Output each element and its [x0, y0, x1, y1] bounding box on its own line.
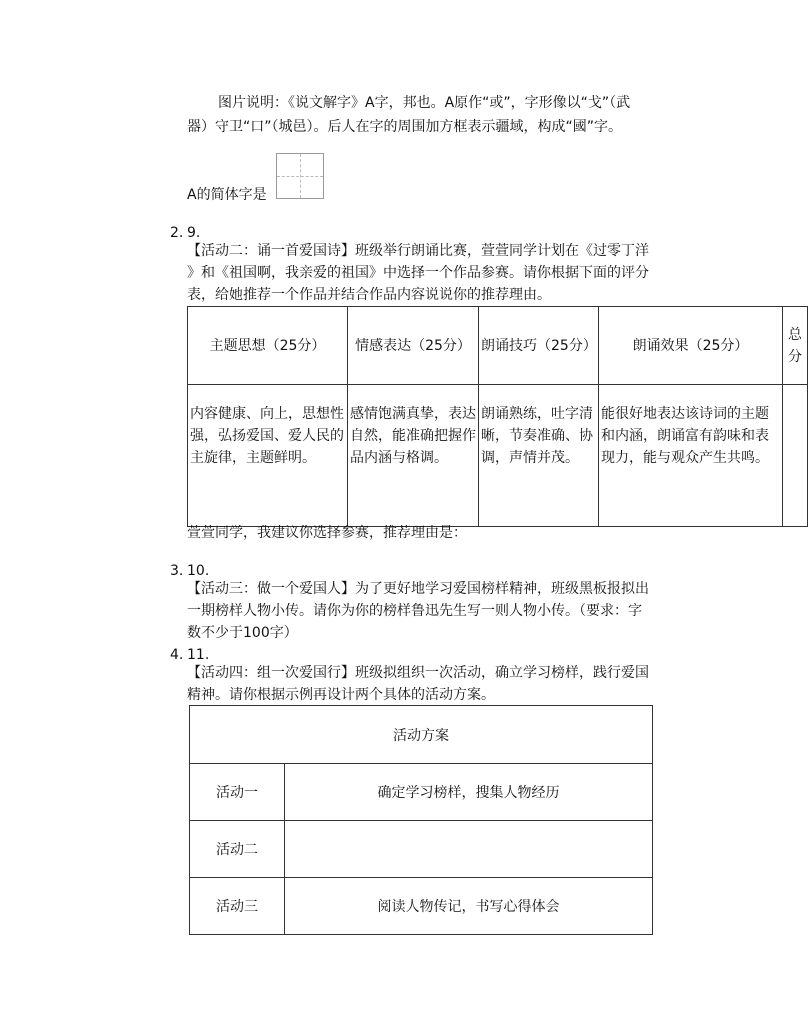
q2-line-3: 表，给她推荐一个作品并结合作品内容说说你的推荐理由。	[187, 287, 551, 303]
scoring-table	[187, 306, 808, 527]
criteria-technique: 朗诵熟练，吐字清晰，节奏准确、协调，声情并茂。	[479, 385, 599, 527]
header-effect: 朗诵效果（25分）	[599, 307, 783, 385]
q2-line-2: 》和《祖国啊，我亲爱的祖国》中选择一个作品参赛。请你根据下面的评分	[187, 265, 649, 281]
activity-label-1: 活动一	[190, 764, 285, 821]
criteria-total[interactable]	[783, 385, 808, 527]
q3-line-1: 【活动三：做一个爱国人】为了更好地学习爱国榜样精神，班级黑板报拟出	[187, 581, 649, 597]
criteria-effect: 能很好地表达该诗词的主题和内涵，朗诵富有韵味和表现力，能与观众产生共鸣。	[599, 385, 783, 527]
intro-line-1: 图片说明：《说文解字》A字，邦也。A原作“或”，字形像以“戈”（武	[218, 95, 631, 111]
intro-line-2: 器）守卫“口”（城邑）。后人在字的周围加方框表示疆域，构成“國”字。	[187, 119, 623, 135]
q2-sub-number: 9.	[187, 225, 201, 241]
q3-line-2: 一期榜样人物小传。请你为你的榜样鲁迅先生写一则人物小传。（要求：字	[187, 603, 642, 619]
header-theme: 主题思想（25分）	[188, 307, 348, 385]
criteria-theme: 内容健康、向上，思想性强，弘扬爱国、爱人民的主旋律，主题鲜明。	[188, 385, 348, 527]
criteria-emotion: 感情饱满真挚，表达自然，能准确把握作品内涵与格调。	[348, 385, 479, 527]
activity-plan-title: 活动方案	[190, 706, 653, 764]
q4-line-2: 精神。请你根据示例再设计两个具体的活动方案。	[187, 687, 495, 703]
q3-line-3: 数不少于100字）	[187, 625, 298, 641]
activity-label-2: 活动二	[190, 821, 285, 878]
q2-answer-prompt: 萱萱同学，我建议你选择参赛，推荐理由是：	[187, 525, 467, 541]
character-writing-box[interactable]	[276, 153, 324, 199]
activity-plan-table	[189, 705, 653, 935]
q3-number: 3.	[170, 563, 184, 579]
q4-number: 4.	[170, 647, 184, 663]
activity-label-3: 活动三	[190, 878, 285, 935]
q4-sub-number: 11.	[187, 647, 210, 663]
q2-line-1: 【活动二：诵一首爱国诗】班级举行朗诵比赛，萱萱同学计划在《过零丁洋	[187, 243, 649, 259]
header-technique: 朗诵技巧（25分）	[479, 307, 599, 385]
q2-number: 2.	[170, 225, 184, 241]
activity-content-1: 确定学习榜样，搜集人物经历	[285, 764, 653, 821]
header-total: 总分	[783, 307, 808, 385]
q3-sub-number: 10.	[187, 563, 210, 579]
q4-line-1: 【活动四：组一次爱国行】班级拟组织一次活动，确立学习榜样，践行爱国	[187, 665, 649, 681]
header-emotion: 情感表达（25分）	[348, 307, 479, 385]
fill-prompt: A的简体字是	[187, 187, 267, 203]
activity-content-2[interactable]	[285, 821, 653, 878]
activity-content-3: 阅读人物传记，书写心得体会	[285, 878, 653, 935]
